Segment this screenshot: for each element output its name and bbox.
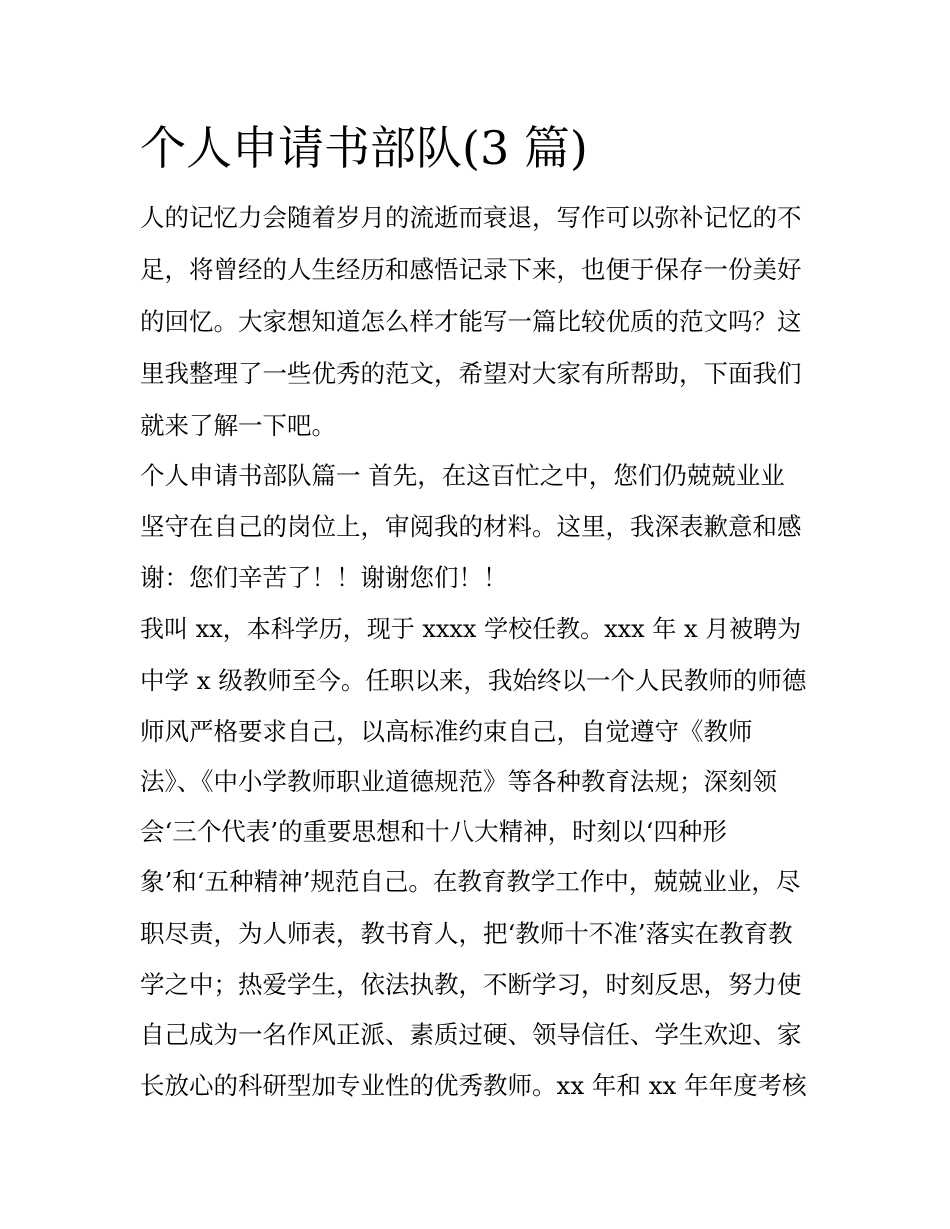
text-line: 里我整理了一些优秀的范文，希望对大家有所帮助，下面我们 [140, 359, 802, 388]
text-line: 的回忆。大家想知道怎么样才能写一篇比较优质的范文吗？这 [140, 307, 802, 336]
text-line: 学之中；热爱学生，依法执教，不断学习，时刻反思，努力使 [140, 970, 802, 999]
text-line: 长放心的科研型加专业性的优秀教师。xx 年和 xx 年年度考核 [140, 1071, 807, 1100]
text-line: 中学 x 级教师至今。任职以来，我始终以一个人民教师的师德 [140, 666, 807, 695]
text-line: 个人申请书部队篇一 首先，在这百忙之中，您们仍兢兢业业 [140, 461, 785, 490]
text-line: 我叫 xx，本科学历，现于 xxxx 学校任教。xxx 年 x 月被聘为 [140, 615, 802, 643]
text-line: 坚守在自己的岗位上，审阅我的材料。这里，我深表歉意和感 [140, 512, 802, 541]
text-line: 职尽责，为人师表，教书育人，把‘教师十不准’落实在教育教 [140, 919, 793, 948]
text-line: 会‘三个代表’的重要思想和十八大精神，时刻以‘四种形 [140, 817, 727, 846]
text-line: 人的记忆力会随着岁月的流逝而衰退，写作可以弥补记忆的不 [140, 203, 802, 232]
text-line: 法》、《中小学教师职业道德规范》等各种教育法规；深刻领 [140, 767, 777, 796]
text-line: 足，将曾经的人生经历和感悟记录下来，也便于保存一份美好 [140, 255, 802, 284]
document-title: 个人申请书部队(3 篇) [140, 121, 588, 175]
text-line: 象’和‘五种精神’规范自己。在教育教学工作中，兢兢业业，尽 [140, 867, 801, 896]
text-line: 师风严格要求自己，以高标准约束自己，自觉遵守《教师 [140, 717, 753, 746]
text-line: 自己成为一名作风正派、素质过硬、领导信任、学生欢迎、家 [140, 1020, 802, 1049]
text-line: 谢：您们辛苦了！！谢谢您们！！ [140, 563, 508, 592]
text-line: 就来了解一下吧。 [140, 411, 336, 440]
